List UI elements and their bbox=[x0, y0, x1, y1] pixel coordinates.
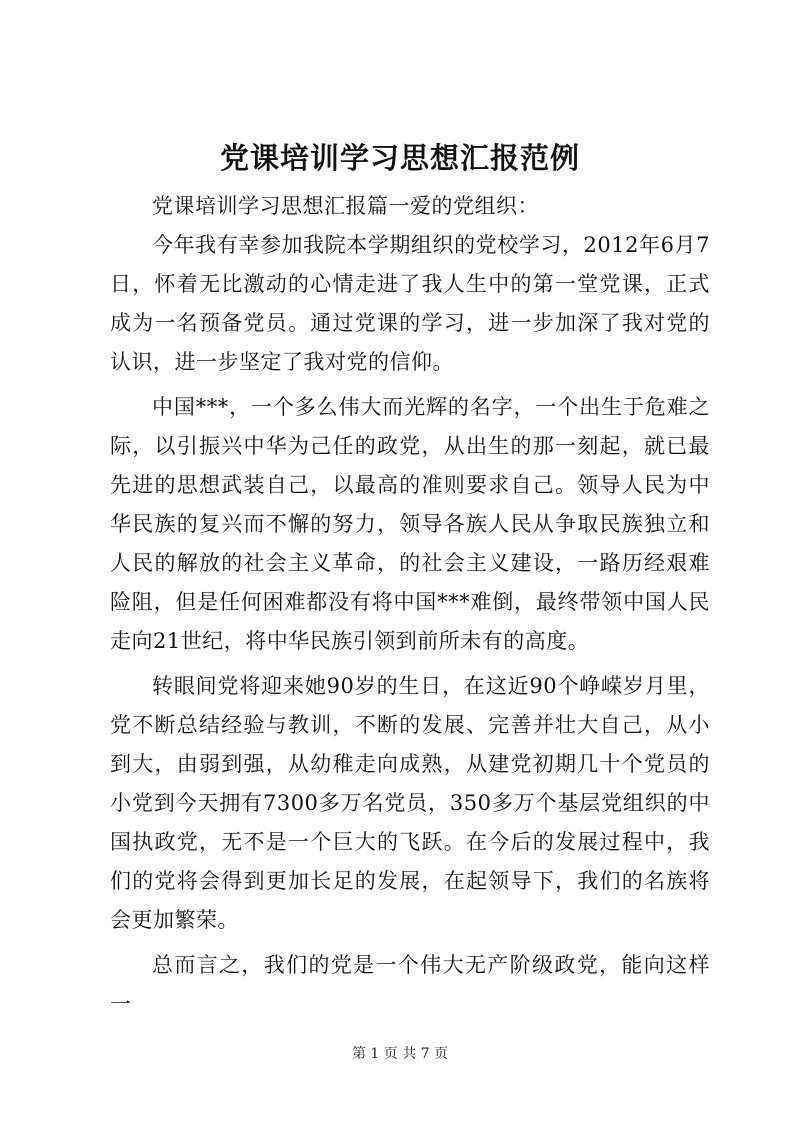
document-title: 党课培训学习思想汇报范例 bbox=[219, 141, 580, 175]
document-body bbox=[110, 187, 710, 1024]
page-footer: 第 1 页 共 7 页 bbox=[351, 1046, 449, 1062]
paragraph-heading: 党课培训学习思想汇报篇一爱的党组织： bbox=[152, 194, 539, 218]
paragraph-party: 中国***，一个多么伟大而光辉的名字，一个出生于危难之际，以引振兴中华为己任的政党，从出生的那一刻起，就已最先进的思想武装自己，以最高的准则要求自己。领导人民为中华民族的复兴而不懈的努力，领导各族人民从争取民族独立和人民的解放的社会主义革命，的社会主义建设，一路历经艰难险阻，但是任何困难都没有将中国***难倒，最终带领中国人民走向21世纪，将中华民族引领到前所未有的高度。 bbox=[110, 395, 710, 653]
paragraph-conclusion: 总而言之，我们的党是一个伟大无产阶级政党，能向这样一 bbox=[110, 953, 710, 1016]
paragraph-intro: 今年我有幸参加我院本学期组织的党校学习，2012年6月7日，怀着无比激动的心情走进了我人生中的第一堂党课，正式成为一名预备党员。通过党课的学习，进一步加深了我对党的认识，进一步坚定了我对党的信仰。 bbox=[110, 233, 710, 374]
paragraph-anniversary: 转眼间党将迎来她90岁的生日，在这近90个峥嵘岁月里，党不断总结经验与教训，不断的发展、完善并壮大自己，从小到大，由弱到强，从幼稚走向成熟，从建党初期几十个党员的小党到今天拥有7300多万名党员，350多万个基层党组织的中国执政党，无不是一个巨大的飞跃。在今后的发展过程中，我们的党将会得到更加长足的发展，在起领导下，我们的名族将会更加繁荣。 bbox=[110, 674, 710, 932]
